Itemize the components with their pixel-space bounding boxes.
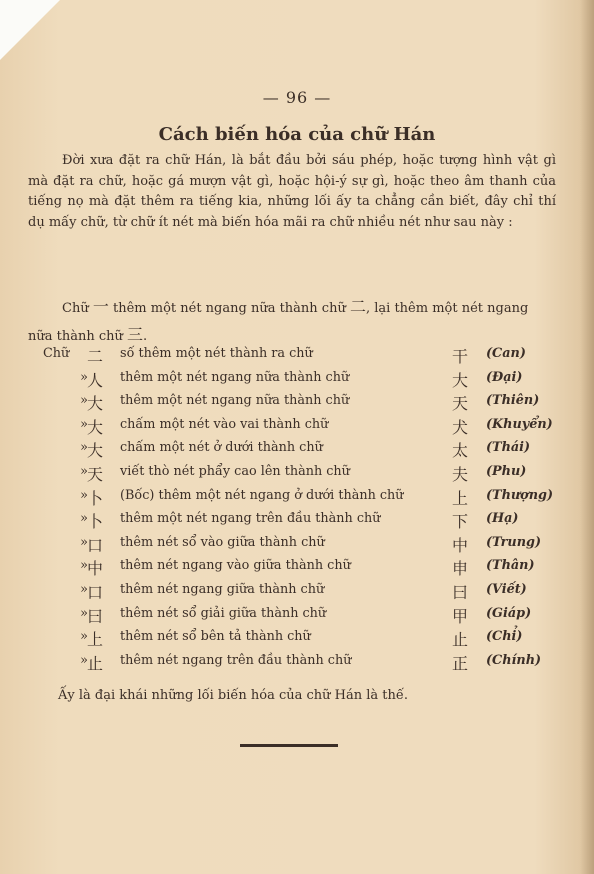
- source-character: 卜: [86, 512, 103, 532]
- source-character: 上: [86, 630, 103, 650]
- result-character: 干: [452, 347, 469, 366]
- row-description: thêm nét sổ bên tả thành chữ: [120, 629, 311, 645]
- result-character: 中: [452, 535, 469, 555]
- source-character: 曰: [86, 606, 103, 626]
- row-marker: »: [80, 558, 88, 574]
- result-reading: (Đại): [486, 369, 523, 385]
- row-description: chấm một nét vào vai thành chữ: [120, 416, 329, 432]
- result-reading: (Trung): [486, 534, 541, 550]
- source-character: 口: [86, 582, 103, 602]
- row-marker: »: [80, 440, 88, 456]
- result-reading: (Giáp): [486, 605, 532, 621]
- row-description: thêm một nét ngang nữa thành chữ: [120, 393, 350, 409]
- result-character: 天: [452, 394, 469, 414]
- source-character: 止: [86, 653, 103, 673]
- example-text-2: thêm một nét ngang nữa thành chữ: [113, 301, 346, 316]
- source-character: 中: [86, 559, 103, 579]
- row-marker: »: [80, 605, 88, 621]
- source-character: 卜: [86, 488, 103, 508]
- table-row: [0, 391, 594, 415]
- page-title: Cách biến hóa của chữ Hán: [158, 124, 436, 145]
- table-row: [0, 651, 594, 675]
- result-reading: (Chỉ): [486, 629, 523, 645]
- result-character: 上: [452, 488, 469, 508]
- result-reading: (Viết): [486, 581, 527, 597]
- result-character: 正: [452, 653, 469, 673]
- result-character: 申: [452, 559, 469, 579]
- row-description: thêm nét ngang giữa thành chữ: [120, 581, 325, 597]
- result-reading: (Khuyển): [486, 416, 553, 432]
- end-rule: [240, 744, 338, 747]
- row-marker: »: [80, 487, 88, 503]
- example-char-1: 一: [92, 297, 109, 316]
- transformation-table: [0, 344, 594, 674]
- row-marker: »: [80, 416, 88, 432]
- example-paragraph: [28, 294, 556, 350]
- source-character: 二: [86, 347, 103, 366]
- example-char-2: 二: [349, 297, 366, 316]
- row-description: thêm nét sổ vào giữa thành chữ: [120, 534, 325, 550]
- result-character: 曰: [452, 582, 469, 602]
- table-row: [0, 438, 594, 462]
- result-character: 止: [452, 630, 469, 650]
- row-marker: »: [80, 463, 88, 479]
- row-description: số thêm một nét thành ra chữ: [120, 346, 313, 361]
- result-reading: (Can): [486, 346, 526, 361]
- result-character: 大: [452, 370, 469, 390]
- result-character: 犬: [452, 417, 469, 437]
- result-character: 夫: [452, 464, 469, 484]
- table-row: [0, 533, 594, 557]
- row-marker: »: [80, 652, 88, 668]
- intro-paragraph: Đời xưa đặt ra chữ Hán, là bắt đầu bởi sáu phép, hoặc tượng hình vật gì mà đặt ra chữ, hoặc gá mượn vật gì, hoặc hội-ý sự gì, hoặc theo âm thanh của tiếng nọ mà đặt thêm ra tiếng kia, những lối ấy ta chẳng cần biết, đây chỉ thí dụ mấy chữ, từ chữ ít nét mà biến hóa mãi ra chữ nhiều nét như sau này :: [28, 153, 556, 231]
- row-description: thêm nét sổ giải giữa thành chữ: [120, 605, 327, 621]
- example-char-3: 三: [127, 325, 144, 344]
- result-reading: (Chính): [486, 652, 542, 668]
- row-description: thêm một nét ngang nữa thành chữ: [120, 369, 350, 385]
- result-reading: (Thân): [486, 558, 535, 574]
- example-text-1: Chữ: [62, 301, 89, 316]
- row-marker: »: [80, 581, 88, 597]
- row-marker: »: [80, 534, 88, 550]
- source-character: 大: [86, 441, 103, 461]
- result-reading: (Phu): [486, 463, 527, 479]
- result-character: 甲: [452, 606, 469, 626]
- row-description: viết thò nét phẩy cao lên thành chữ: [120, 463, 350, 479]
- table-row: [0, 604, 594, 628]
- row-description: chấm một nét ở dưới thành chữ: [120, 440, 323, 456]
- table-row: [0, 509, 594, 533]
- row-marker: »: [80, 393, 88, 409]
- example-text-3: , lại thêm một nét ngang nữa thành chữ: [28, 301, 529, 344]
- row-description: (Bốc) thêm một nét ngang ở dưới thành chữ: [120, 487, 404, 503]
- result-reading: (Hạ): [486, 511, 519, 527]
- source-character: 天: [86, 464, 103, 484]
- table-row: [0, 486, 594, 510]
- table-row: [0, 462, 594, 486]
- result-reading: (Thái): [486, 440, 531, 456]
- result-reading: (Thượng): [486, 487, 554, 503]
- source-character: 人: [86, 370, 103, 390]
- folded-corner: [0, 0, 60, 60]
- result-character: 太: [452, 441, 469, 461]
- row-marker: »: [80, 629, 88, 645]
- table-row: [0, 556, 594, 580]
- page-number: — 96 —: [262, 88, 332, 107]
- row-marker: »: [80, 511, 88, 527]
- row-description: thêm một nét ngang trên đầu thành chữ: [120, 511, 381, 527]
- row-description: thêm nét ngang vào giữa thành chữ: [120, 558, 351, 574]
- conclusion-text: Ấy là đại khái những lối biến hóa của chữ Hán là thế.: [58, 688, 409, 703]
- source-character: 口: [86, 535, 103, 555]
- source-character: 大: [86, 417, 103, 437]
- row-marker: Chữ: [43, 346, 70, 361]
- row-marker: »: [80, 369, 88, 385]
- table-row: [0, 580, 594, 604]
- table-row: [0, 344, 594, 368]
- example-text-4: .: [143, 329, 148, 344]
- table-row: [0, 368, 594, 392]
- table-row: [0, 415, 594, 439]
- result-character: 下: [452, 512, 469, 532]
- table-row: [0, 627, 594, 651]
- result-reading: (Thiên): [486, 393, 540, 409]
- source-character: 大: [86, 394, 103, 414]
- row-description: thêm nét ngang trên đầu thành chữ: [120, 652, 352, 668]
